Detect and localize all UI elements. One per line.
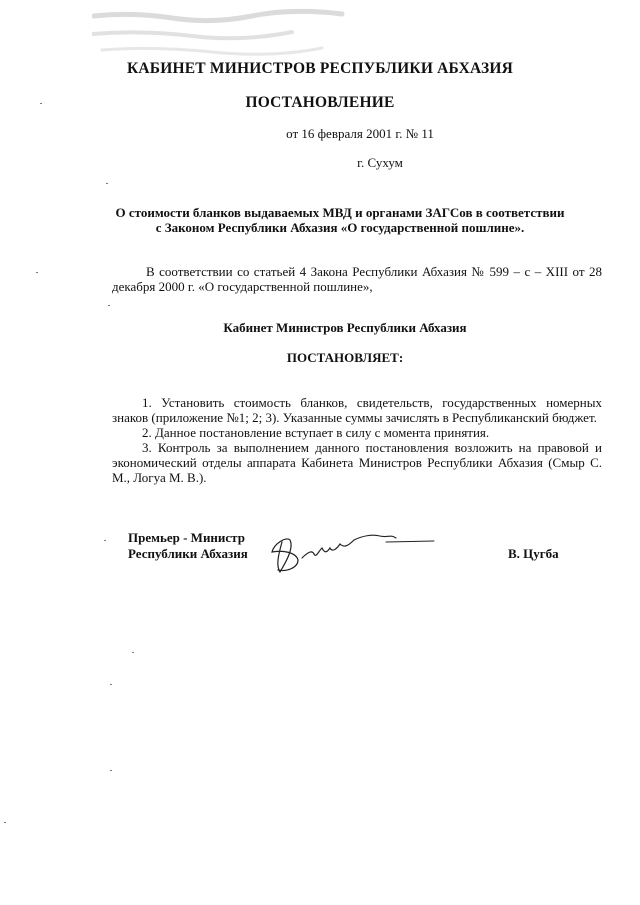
resolving-body: Кабинет Министров Республики Абхазия (223, 320, 467, 335)
resolution-item-2: 2. Данное постановление вступает в силу с момента принятия. (142, 425, 490, 440)
scan-speck (36, 272, 38, 273)
scan-speck (110, 684, 112, 685)
scan-speck (108, 305, 110, 306)
scan-speck (104, 540, 106, 541)
handwritten-signature (268, 522, 438, 578)
scan-speck (4, 822, 6, 823)
scan-speck (132, 652, 134, 653)
signatory-position-line-1: Премьер - Министр (128, 530, 245, 545)
signatory-position-line-2: Республики Абхазия (128, 546, 248, 561)
scan-speck (110, 770, 112, 771)
signatory-name: В. Цугба (508, 546, 559, 561)
issuer-title: КАБИНЕТ МИНИСТРОВ РЕСПУБЛИКИ АБХАЗИЯ (126, 60, 514, 77)
document-date: от 16 февраля 2001 г. № 11 (286, 126, 434, 141)
scan-speck (106, 183, 108, 184)
signatory-position (128, 530, 248, 562)
document-subject (60, 205, 620, 235)
resolves-heading: ПОСТАНОВЛЯЕТ: (286, 350, 404, 365)
fax-header-mark (92, 6, 352, 66)
subject-line-2: с Законом Республики Абхазия «О государственной пошлине». (155, 220, 525, 235)
resolution-item-1: 1. Установить стоимость бланков, свидетельств, государственных номерных знаков (приложение №1; 2; 3). Указанные суммы зачислять в Республиканский бюджет. (112, 395, 602, 425)
document-city: г. Сухум (357, 155, 403, 170)
document-type: ПОСТАНОВЛЕНИЕ (245, 94, 395, 111)
scan-speck (40, 103, 42, 104)
resolution-item-3: 3. Контроль за выполнением данного постановления возложить на правовой и экономический отделы аппарата Кабинета Министров Республики Абхазия (Смыр С. М., Логуа М. В.). (112, 440, 602, 485)
resolution-items (112, 395, 602, 485)
subject-line-1: О стоимости бланков выдаваемых МВД и органами ЗАГСов в соответствии (115, 205, 565, 220)
preamble-paragraph: В соответствии со статьей 4 Закона Республики Абхазия № 599 – с – XIII от 28 декабря 2000 г. «О государственной пошлине», (112, 264, 602, 294)
